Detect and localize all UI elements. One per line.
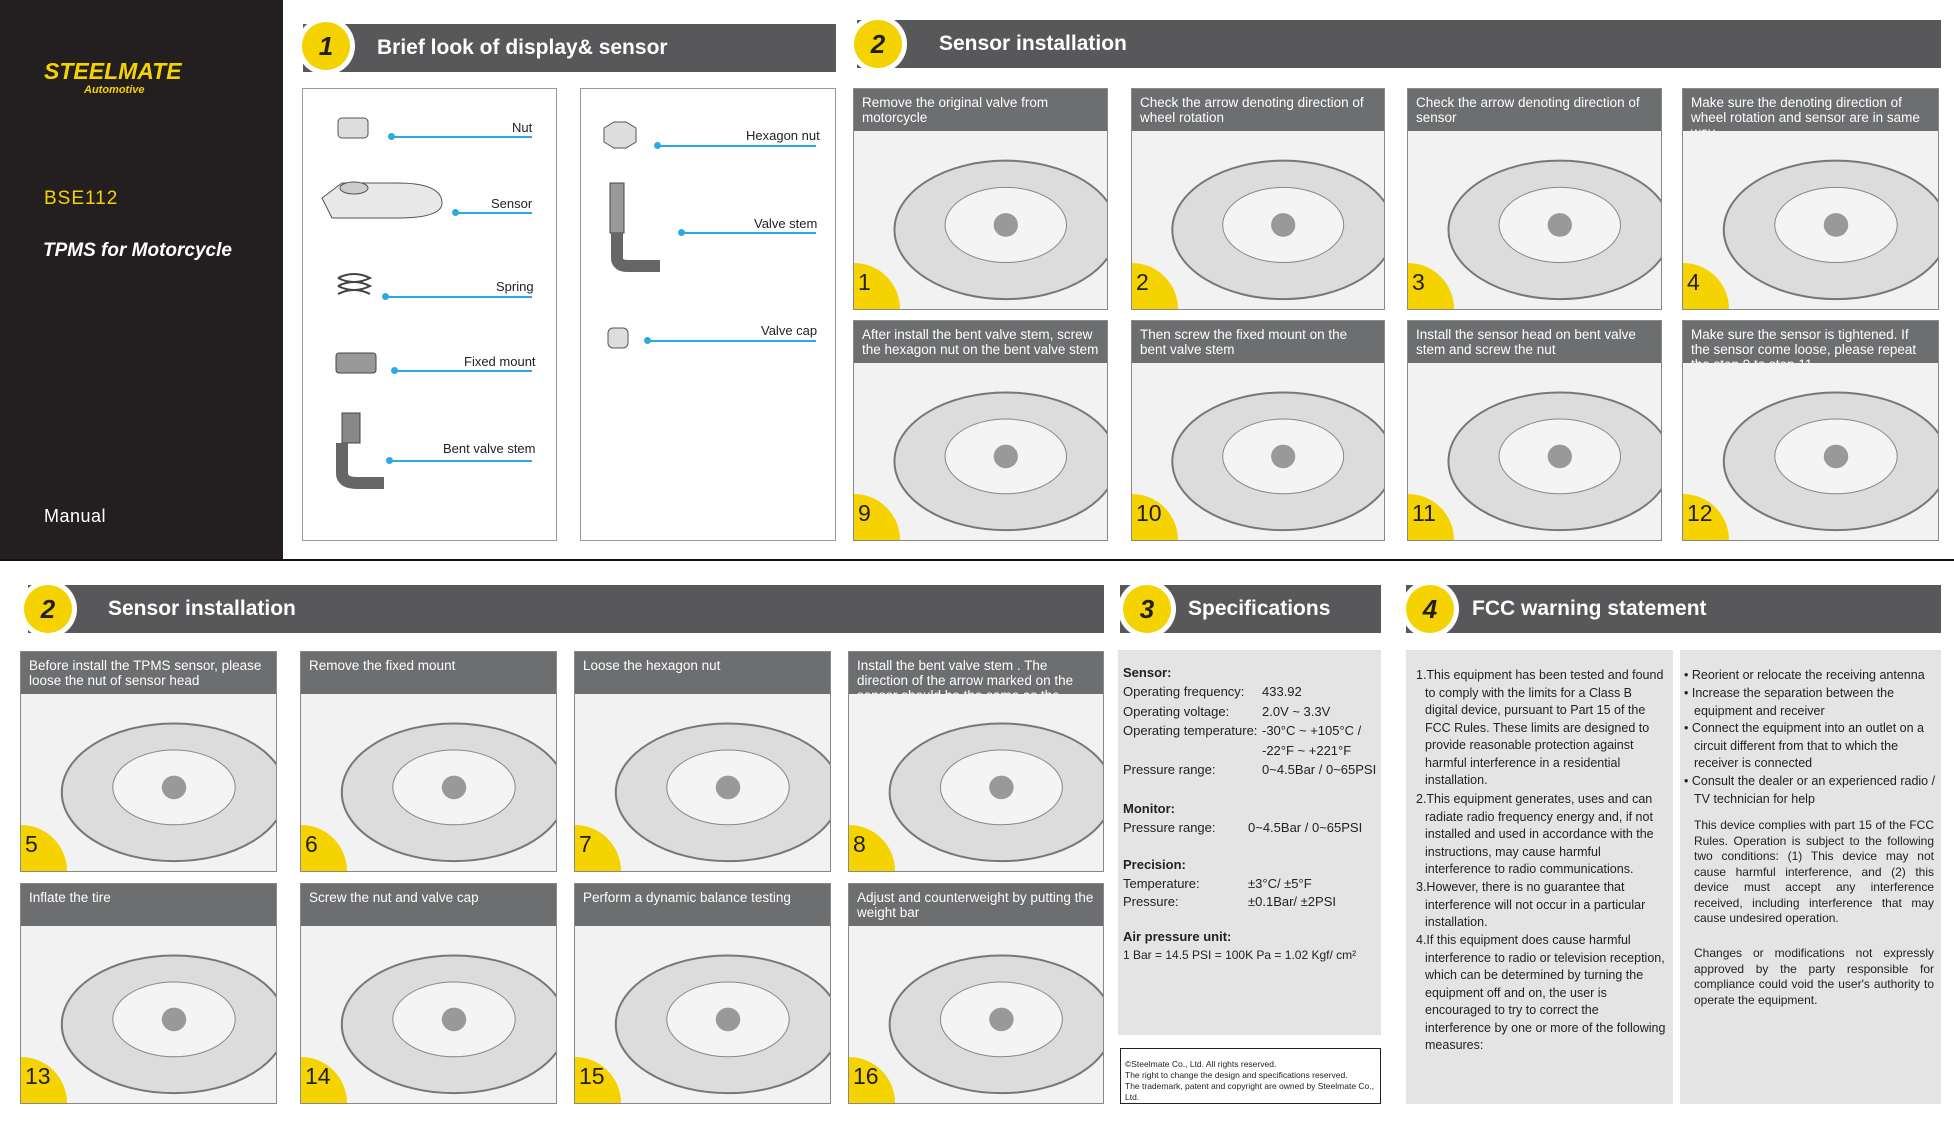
step-caption: Remove the original valve from motorcycle [854, 89, 1107, 131]
step-number: 11 [1408, 494, 1454, 540]
spec-precision-pressure-value: ±0.1Bar/ ±2PSI [1248, 894, 1336, 909]
hexagon-nut-leader [658, 145, 816, 147]
step-12 [1682, 320, 1939, 541]
step-illustration [1683, 131, 1938, 309]
step-caption: Make sure the sensor is tightened. If the sensor come loose, please repeat [1683, 321, 1938, 363]
spec-voltage-label: Operating voltage: [1123, 704, 1230, 719]
step-15 [574, 883, 831, 1104]
step-caption: Install the bent valve stem . The direction of the arrow marked on the [849, 652, 1103, 694]
spec-precision-temp-value: ±3°C/ ±5°F [1248, 876, 1312, 891]
spec-frequency-label: Operating frequency: [1123, 684, 1245, 699]
part-label-valve-cap: Valve cap [761, 323, 818, 338]
step-10 [1131, 320, 1385, 541]
step-5 [20, 651, 277, 872]
part-label-spring: Spring [496, 279, 534, 294]
step-caption: Before install the TPMS sensor, please loose the nut of sensor head [21, 652, 276, 694]
step-number: 16 [849, 1057, 895, 1103]
spec-precision-heading: Precision: [1123, 857, 1186, 872]
step-illustration [301, 694, 556, 871]
model-number: BSE112 [44, 188, 119, 209]
spec-temperature-label: Operating temperature: [1123, 723, 1258, 738]
step-number: 9 [854, 494, 900, 540]
fcc-compliance-paragraph: This device complies with part 15 of the FCC Rules. Operation is subject to the following two conditions: (1) This device may not cause harmful interference, and (2) this device must accept any interference received, including interference that may cause undesired operation. [1694, 818, 1934, 925]
product-subtitle: TPMS for Motorcycle [43, 240, 232, 261]
spec-air-heading: Air pressure unit: [1123, 929, 1232, 944]
step-caption: Then screw the fixed mount on the bent valve stem [1132, 321, 1384, 363]
section2-top-number: 2 [854, 20, 902, 68]
manual-label: Manual [44, 506, 107, 526]
step-11 [1407, 320, 1662, 541]
step-16 [848, 883, 1104, 1104]
spec-monitor-pressure-value: 0~4.5Bar / 0~65PSI [1248, 820, 1363, 835]
section4-number: 4 [1406, 585, 1454, 633]
step-illustration [21, 926, 276, 1103]
fixed-mount-leader [395, 370, 532, 372]
part-label-bent-valve-stem: Bent valve stem [443, 441, 536, 456]
part-label-nut: Nut [512, 120, 533, 135]
step-number: 1 [854, 263, 900, 309]
copyright-line-3: The trademark, patent and copyright are owned by Steelmate Co., Ltd. [1125, 1081, 1374, 1102]
step-illustration [1683, 363, 1938, 540]
step-4 [1682, 88, 1939, 310]
section1-number: 1 [302, 22, 350, 70]
section1-title: Brief look of display& sensor [377, 36, 668, 59]
step-caption: Screw the nut and valve cap [301, 884, 556, 926]
fcc-item-3: 3.However, there is no guarantee that interference will not occur in a particular installation. [1416, 880, 1646, 929]
step-caption: After install the bent valve stem, screw the hexagon nut on the bent valve stem [854, 321, 1107, 363]
spec-temperature-value-f: -22°F ~ +221°F [1262, 743, 1352, 758]
step-number: 3 [1408, 263, 1454, 309]
section1-header [303, 24, 836, 72]
step-9 [853, 320, 1108, 541]
step-2 [1131, 88, 1385, 310]
step-caption: Check the arrow denoting direction of wheel rotation [1132, 89, 1384, 131]
step-8 [848, 651, 1104, 872]
copyright-line-1: ©Steelmate Co., Ltd. All rights reserved. [1125, 1059, 1277, 1069]
section2-top-header [857, 20, 1941, 68]
spec-temperature-value-c: -30°C ~ +105°C / [1262, 723, 1362, 738]
bent-valve-leader [390, 460, 532, 462]
step-1 [853, 88, 1108, 310]
parts-illustrations-right [580, 88, 836, 541]
section4-header [1406, 585, 1941, 633]
section2-bottom-number: 2 [24, 585, 72, 633]
step-caption: Install the sensor head on bent valve stem and screw the nut [1408, 321, 1661, 363]
step-illustration [301, 926, 556, 1103]
section3-title: Specifications [1188, 597, 1331, 620]
step-number: 10 [1132, 494, 1178, 540]
spec-precision-pressure-label: Pressure: [1123, 894, 1179, 909]
nut-leader [392, 136, 532, 138]
step-illustration [575, 926, 830, 1103]
spring-leader [386, 296, 532, 298]
fcc-bullet-4: • Consult the dealer or an experienced radio / TV technician for help [1684, 774, 1936, 806]
step-caption: Make sure the denoting direction of wheel rotation and sensor are in same [1683, 89, 1938, 131]
fcc-bullet-4-text: Consult the dealer or an experienced radio / TV technician for help [1691, 774, 1936, 806]
copyright-box [1120, 1048, 1381, 1104]
spec-monitor-heading: Monitor: [1123, 801, 1175, 816]
step-number: 5 [21, 825, 67, 871]
fcc-item-4: 4.If this equipment does cause harmful interference to radio or television reception, which can be determined by turning the equipment off and on, the user is encouraged to try to correct the interference by one or more of the following measures: [1416, 933, 1666, 1052]
step-number: 15 [575, 1057, 621, 1103]
parts-illustrations-left [302, 88, 557, 541]
step-number: 6 [301, 825, 347, 871]
fcc-item-2: 2.This equipment generates, uses and can radiate radio frequency energy and, if not installed and used in accordance with the instructions, may cause harmful interference to radio communications. [1416, 792, 1654, 876]
step-14 [300, 883, 557, 1104]
step-illustration [21, 694, 276, 871]
step-number: 8 [849, 825, 895, 871]
step-illustration [575, 694, 830, 871]
spec-air-value: 1 Bar = 14.5 PSI = 100K Pa = 1.02 Kgf/ cm² [1123, 948, 1357, 962]
spec-precision-temp-label: Temperature: [1123, 876, 1200, 891]
fcc-bullet-2: • Increase the separation between the equipment and receiver [1684, 686, 1895, 718]
brand-logo: STEELMATE [44, 58, 182, 84]
step-caption: Adjust and counterweight by putting the weight bar [849, 884, 1103, 926]
spec-pressure-label: Pressure range: [1123, 762, 1216, 777]
step-number: 13 [21, 1057, 67, 1103]
copyright-line-2: The right to change the design and specifications reserved. [1125, 1070, 1348, 1080]
step-number: 14 [301, 1057, 347, 1103]
step-caption: Loose the hexagon nut [575, 652, 830, 694]
fold-divider [0, 559, 1954, 561]
part-label-valve-stem: Valve stem [754, 216, 818, 231]
section2-bottom-title: Sensor installation [108, 597, 296, 620]
section3-number: 3 [1123, 585, 1171, 633]
step-7 [574, 651, 831, 872]
spec-monitor-pressure-label: Pressure range: [1123, 820, 1216, 835]
step-3 [1407, 88, 1662, 310]
valve-cap-leader [648, 340, 816, 342]
step-number: 4 [1683, 263, 1729, 309]
fcc-item-1: 1.This equipment has been tested and found to comply with the limits for a Class B digital device, pursuant to Part 15 of the FCC Rules. These limits are designed to provide reasonable protection against harmful interference in a residential installation. [1416, 668, 1664, 787]
step-caption: Check the arrow denoting direction of sensor [1408, 89, 1661, 131]
step-number: 2 [1132, 263, 1178, 309]
step-caption: Perform a dynamic balance testing [575, 884, 830, 926]
fcc-bullet-2-text: Increase the separation between the equipment and receiver [1691, 686, 1895, 718]
step-number: 12 [1683, 494, 1729, 540]
step-caption: Inflate the tire [21, 884, 276, 926]
sensor-leader [456, 212, 532, 214]
section2-bottom-header [28, 585, 1104, 633]
spec-pressure-value: 0~4.5Bar / 0~65PSI [1262, 762, 1377, 777]
step-6 [300, 651, 557, 872]
part-label-fixed-mount: Fixed mount [464, 354, 536, 369]
part-label-hexagon-nut: Hexagon nut [746, 128, 820, 143]
step-number: 7 [575, 825, 621, 871]
brand-subtitle: Automotive [84, 84, 145, 96]
section4-title: FCC warning statement [1472, 597, 1707, 620]
fcc-bullet-3: • Connect the equipment into an outlet on a circuit different from that to which the receiver is connected [1684, 721, 1924, 770]
fcc-bullet-1: • Reorient or relocate the receiving antenna [1684, 668, 1925, 682]
section2-top-title: Sensor installation [939, 32, 1127, 55]
part-label-sensor: Sensor [491, 196, 533, 211]
fcc-bullet-3-text: Connect the equipment into an outlet on a circuit different from that to which the receiver is connected [1691, 721, 1924, 770]
spec-frequency-value: 433.92 [1262, 684, 1302, 699]
valve-stem-leader [682, 232, 816, 234]
fcc-bullet-1-text: Reorient or relocate the receiving antenna [1691, 668, 1925, 682]
spec-voltage-value: 2.0V ~ 3.3V [1262, 704, 1331, 719]
spec-sensor-heading: Sensor: [1123, 665, 1172, 680]
step-caption: Remove the fixed mount [301, 652, 556, 694]
step-13 [20, 883, 277, 1104]
fcc-modifications-paragraph: Changes or modifications not expressly approved by the party responsible for compliance could void the user's authority to operate the equipment. [1694, 946, 1934, 1007]
